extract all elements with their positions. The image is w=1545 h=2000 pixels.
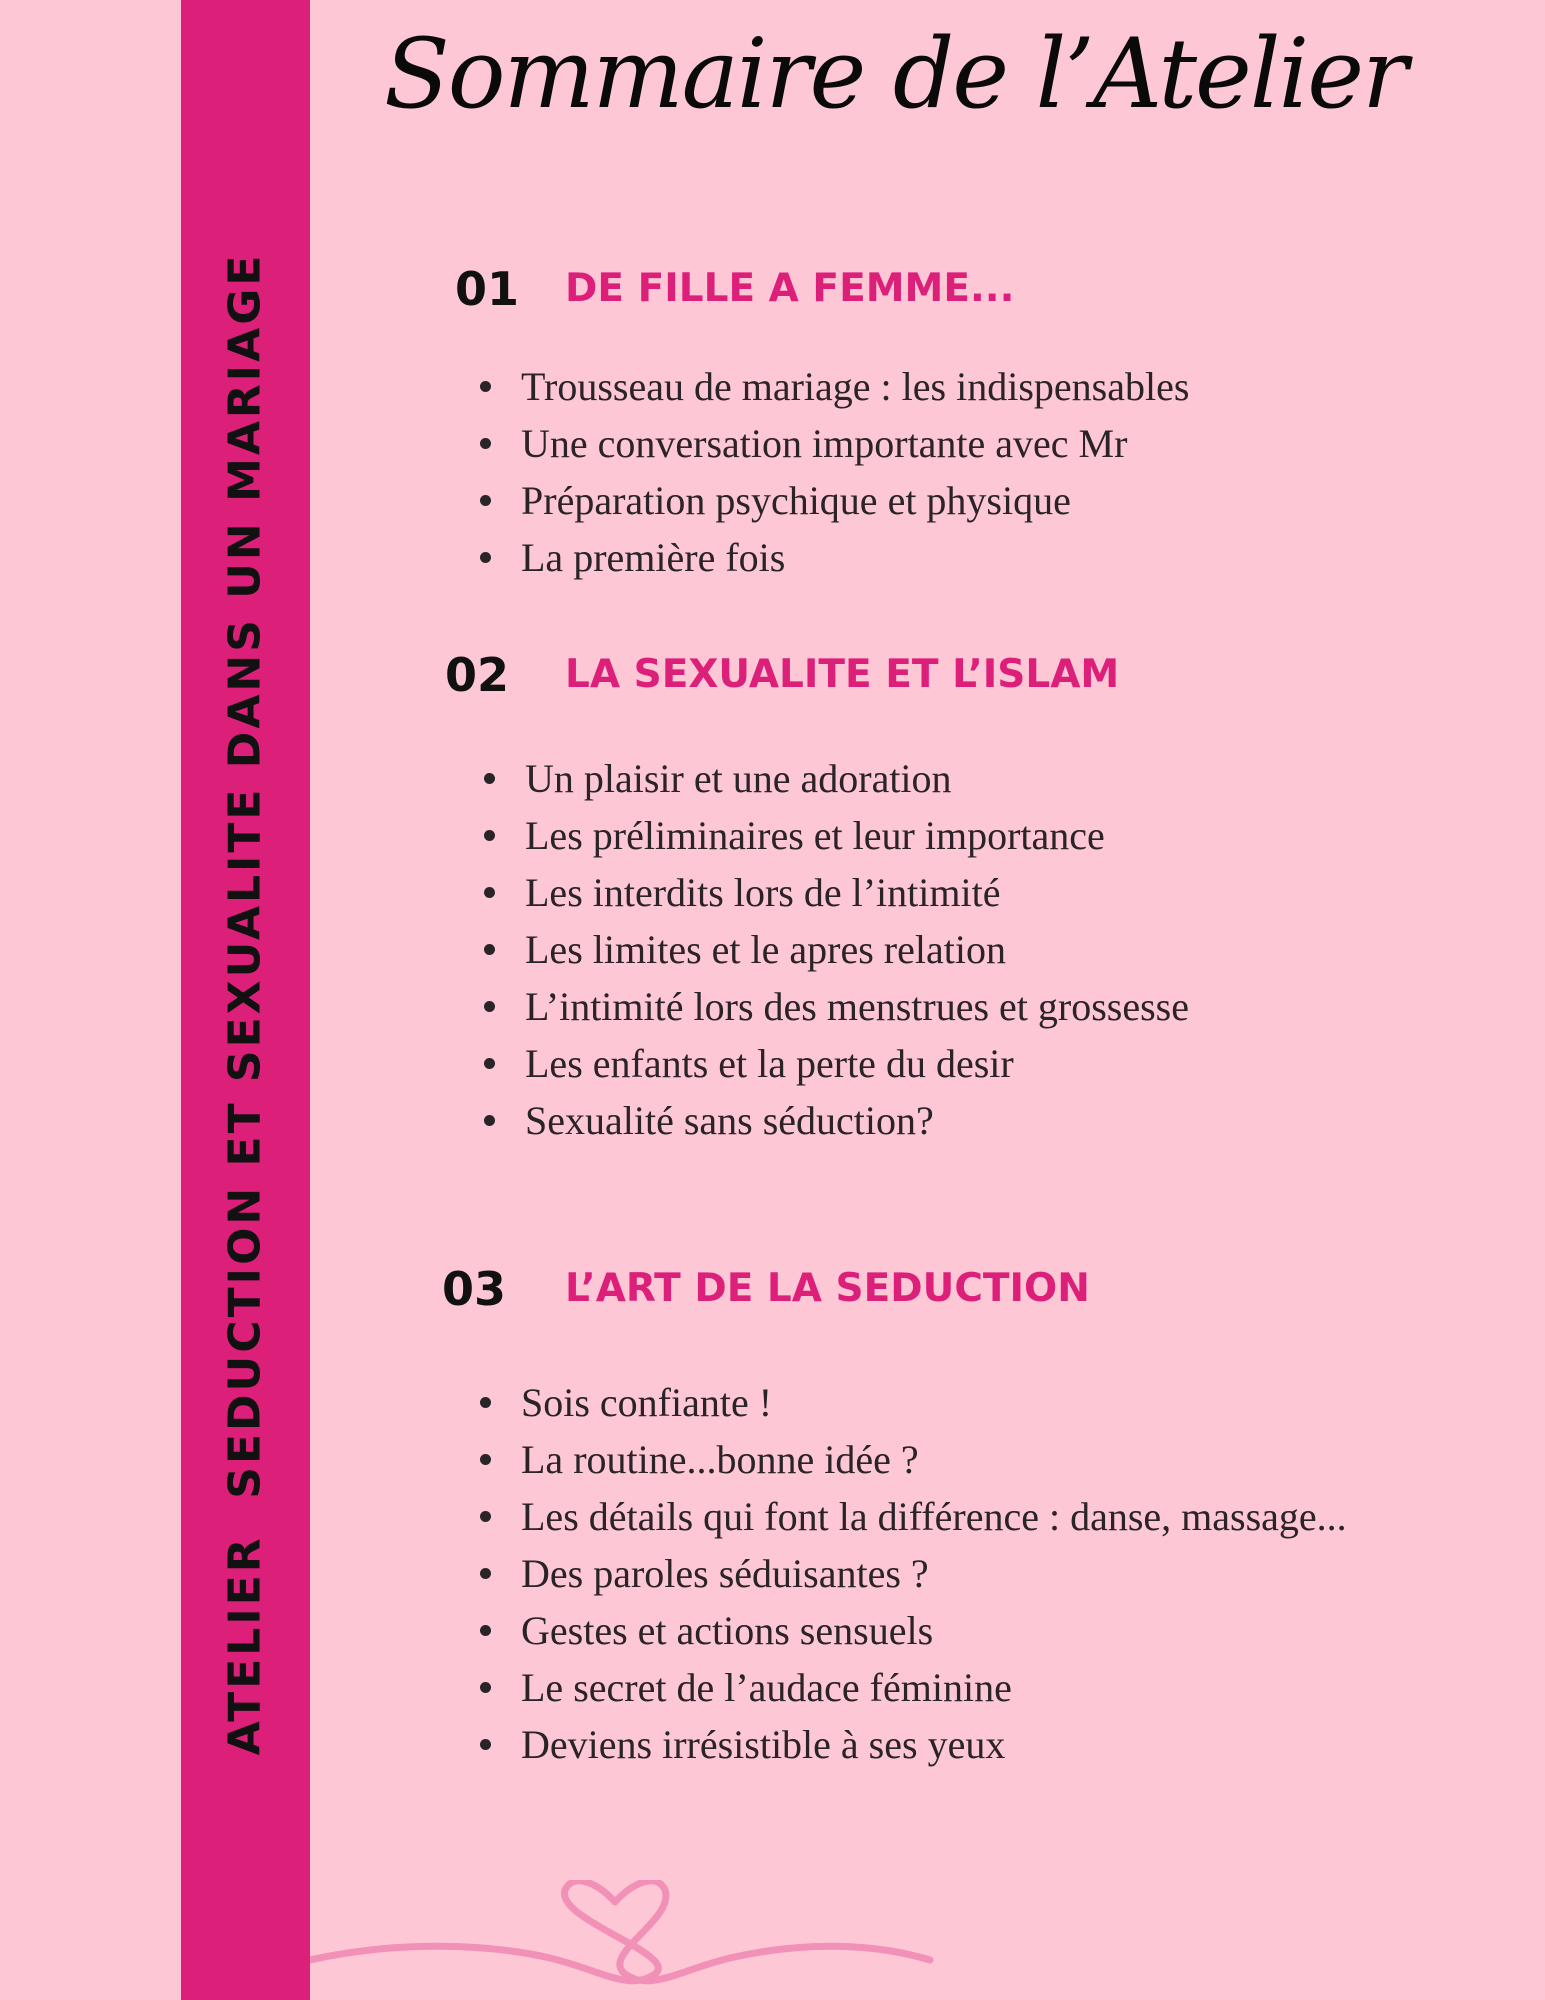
list-item-text: Les enfants et la perte du desir <box>525 1041 1014 1086</box>
list-item <box>480 358 1189 415</box>
list-item <box>480 1602 1347 1659</box>
section-header <box>440 648 1490 708</box>
list-item <box>480 415 1189 472</box>
list-item-text: La première fois <box>521 535 786 580</box>
sidebar-label: ATELIER SEDUCTION ET SEXUALITE DANS UN MARIAGE <box>219 252 271 1756</box>
list-item <box>480 1431 1347 1488</box>
list-item-text: Un plaisir et une adoration <box>525 756 952 801</box>
bullet-icon <box>484 830 495 841</box>
bullet-icon <box>484 944 495 955</box>
section-03 <box>440 1262 1490 1767</box>
section-01 <box>440 262 1490 580</box>
page-title: Sommaire de l’Atelier <box>384 18 1406 130</box>
list-item <box>484 750 1189 807</box>
bullet-icon <box>484 1115 495 1126</box>
list-item-text: Les détails qui font la différence : danse, massage... <box>521 1494 1347 1539</box>
section-header <box>440 1262 1490 1322</box>
bullet-icon <box>480 1397 491 1408</box>
list-item <box>484 807 1189 864</box>
section-number: 01 <box>455 262 520 316</box>
section-title: DE FILLE A FEMME... <box>565 266 1015 311</box>
bullet-icon <box>484 1058 495 1069</box>
list-item <box>484 1092 1189 1149</box>
list-item <box>480 529 1189 586</box>
list-item-text: L’intimité lors des menstrues et grossesse <box>525 984 1189 1029</box>
bullet-icon <box>480 552 491 563</box>
bullet-icon <box>480 381 491 392</box>
section-item-list <box>480 1374 1347 1773</box>
list-item <box>480 1659 1347 1716</box>
section-item-list <box>480 358 1189 586</box>
bullet-icon <box>484 773 495 784</box>
bullet-icon <box>480 1739 491 1750</box>
section-number: 03 <box>442 1262 507 1316</box>
bullet-icon <box>480 1568 491 1579</box>
bullet-icon <box>480 438 491 449</box>
list-item <box>480 1545 1347 1602</box>
list-item <box>484 864 1189 921</box>
list-item <box>480 1374 1347 1431</box>
bullet-icon <box>480 1454 491 1465</box>
bullet-icon <box>480 495 491 506</box>
list-item-text: Les préliminaires et leur importance <box>525 813 1105 858</box>
list-item-text: Les limites et le apres relation <box>525 927 1006 972</box>
list-item <box>484 978 1189 1035</box>
bullet-icon <box>484 1001 495 1012</box>
list-item-text: Les interdits lors de l’intimité <box>525 870 1001 915</box>
list-item-text: Une conversation importante avec Mr <box>521 421 1128 466</box>
bullet-icon <box>480 1511 491 1522</box>
list-item-text: Le secret de l’audace féminine <box>521 1665 1012 1710</box>
list-item-text: Sexualité sans séduction? <box>525 1098 934 1143</box>
section-02 <box>440 648 1490 1143</box>
bullet-icon <box>480 1625 491 1636</box>
list-item <box>480 472 1189 529</box>
section-number: 02 <box>445 648 510 702</box>
list-item <box>480 1488 1347 1545</box>
list-item <box>484 1035 1189 1092</box>
list-item-text: Gestes et actions sensuels <box>521 1608 934 1653</box>
list-item-text: La routine...bonne idée ? <box>521 1437 919 1482</box>
list-item-text: Trousseau de mariage : les indispensables <box>521 364 1190 409</box>
section-header <box>440 262 1490 322</box>
list-item <box>480 1716 1347 1773</box>
list-item-text: Sois confiante ! <box>521 1380 773 1425</box>
list-item-text: Préparation psychique et physique <box>521 478 1071 523</box>
heart-ribbon-icon <box>310 1880 950 2000</box>
section-item-list <box>484 750 1189 1149</box>
list-item-text: Des paroles séduisantes ? <box>521 1551 929 1596</box>
list-item <box>484 921 1189 978</box>
list-item-text: Deviens irrésistible à ses yeux <box>521 1722 1006 1767</box>
bullet-icon <box>480 1682 491 1693</box>
section-title: L’ART DE LA SEDUCTION <box>565 1266 1090 1311</box>
bullet-icon <box>484 887 495 898</box>
section-title: LA SEXUALITE ET L’ISLAM <box>565 652 1120 697</box>
